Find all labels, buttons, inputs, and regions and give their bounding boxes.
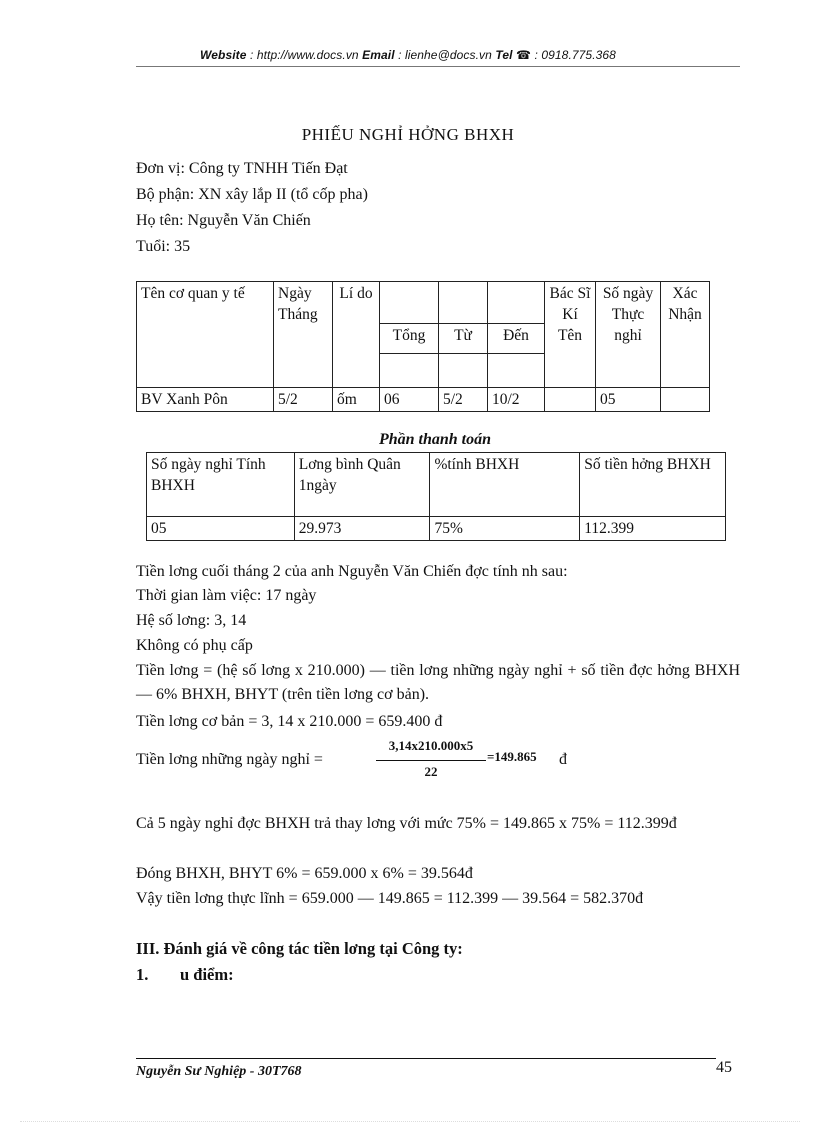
col-header-days: Số ngày nghỉ Tính BHXH [147, 453, 295, 517]
leave-wage-label: Tiền lơng những ngày nghỉ = [136, 751, 323, 768]
paragraph-intro: Tiền lơng cuối tháng 2 của anh Nguyễn Văn Chiến đợc tính nh sau: [136, 563, 568, 580]
cell-confirm [661, 388, 710, 412]
col-header-to: Đến [488, 324, 545, 354]
cell-empty [380, 354, 439, 388]
unit-line: Đơn vị: Công ty TNHH Tiến Đạt [136, 160, 348, 177]
cell-amount: 112.399 [580, 517, 726, 541]
document-title: PHIẾU NGHỈ HỞNG BHXH [301, 125, 515, 144]
cell-to: 10/2 [488, 388, 545, 412]
tel-value: ☎ : 0918.775.368 [512, 48, 616, 62]
cell-avg-wage: 29.973 [294, 517, 430, 541]
fraction-numerator: 3,14x210.000x5 [388, 738, 474, 753]
page-number: 45 [716, 1059, 732, 1076]
fraction-denominator: 22 [424, 764, 438, 779]
header-divider [136, 66, 740, 67]
col-header-total: Tổng [380, 324, 439, 354]
cell-actual-days: 05 [596, 388, 661, 412]
sick-leave-table [136, 281, 710, 412]
paragraph-formula: Tiền lơng = (hệ số lơng x 210.000) — tiền lơng những ngày nghỉ + số tiền đợc hởng BHXH — 6% BHXH, BHYT (trên tiền lơng cơ bản). [136, 662, 740, 703]
paragraph-no-allowance: Không có phụ cấp [136, 637, 253, 654]
cell-empty [380, 282, 439, 324]
cell-doctor [545, 388, 596, 412]
department-line: Bộ phận: XN xây lắp II (tổ cốp pha) [136, 186, 368, 203]
name-line: Họ tên: Nguyễn Văn Chiến [136, 212, 311, 229]
col-header-doctor: Bác Sĩ Kí Tên [545, 282, 596, 388]
col-header-percent: %tính BHXH [430, 453, 580, 517]
payment-section-title: Phần thanh toán [378, 431, 492, 448]
subsection-heading: u điểm: [180, 965, 234, 984]
paragraph-work-time: Thời gian làm việc: 17 ngày [136, 587, 317, 604]
col-header-facility: Tên cơ quan y tế [137, 282, 274, 388]
cell-days: 05 [147, 517, 295, 541]
footer-author: Nguyễn Sư Nghiệp - 30T768 [136, 1064, 302, 1079]
paragraph-base-wage: Tiền lơng cơ bản = 3, 14 x 210.000 = 659.400 đ [136, 713, 443, 730]
payment-table [146, 452, 726, 541]
paragraph-coefficient: Hệ số lơng: 3, 14 [136, 612, 247, 629]
fraction-result: =149.865 [487, 749, 537, 764]
col-header-confirm: Xác Nhận [661, 282, 710, 388]
tel-label: Tel [495, 48, 513, 62]
cell-facility: BV Xanh Pôn [137, 388, 274, 412]
page-edge [20, 1121, 800, 1122]
fraction-bar [376, 760, 486, 761]
footer-divider [136, 1058, 716, 1059]
section-heading: III. Đánh giá về công tác tiền lơng tại Công ty: [136, 939, 463, 958]
age-line: Tuổi: 35 [136, 238, 191, 255]
paragraph-net-wage: Vậy tiền lơng thực lĩnh = 659.000 — 149.865 = 112.399 — 39.564 = 582.370đ [136, 890, 644, 907]
table-row [137, 388, 710, 412]
subsection-number: 1. [136, 965, 149, 984]
cell-percent: 75% [430, 517, 580, 541]
table-row [147, 517, 726, 541]
cell-reason: ốm [333, 388, 380, 412]
paragraph-contribution: Đóng BHXH, BHYT 6% = 659.000 x 6% = 39.564đ [136, 865, 473, 882]
website-value[interactable]: : http://www.docs.vn [246, 48, 363, 62]
page-header [0, 48, 816, 62]
email-value[interactable]: : lienhe@docs.vn [394, 48, 496, 62]
cell-total: 06 [380, 388, 439, 412]
col-header-date: Ngày Tháng [274, 282, 333, 388]
cell-from: 5/2 [439, 388, 488, 412]
col-header-amount: Số tiền hởng BHXH [580, 453, 726, 517]
col-header-actual-days: Số ngày Thực nghỉ [596, 282, 661, 388]
cell-date: 5/2 [274, 388, 333, 412]
cell-empty [488, 282, 545, 324]
website-label: Website [200, 48, 247, 62]
email-label: Email [362, 48, 395, 62]
col-header-avg-wage: Lơng bình Quân 1ngày [294, 453, 430, 517]
paragraph-insurance-pay: Cả 5 ngày nghỉ đợc BHXH trả thay lơng với mức 75% = 149.865 x 75% = 112.399đ [136, 815, 677, 832]
cell-empty [439, 282, 488, 324]
cell-empty [439, 354, 488, 388]
col-header-from: Từ [439, 324, 488, 354]
cell-empty [488, 354, 545, 388]
col-header-reason: Lí do [333, 282, 380, 388]
currency-unit: đ [559, 751, 567, 768]
